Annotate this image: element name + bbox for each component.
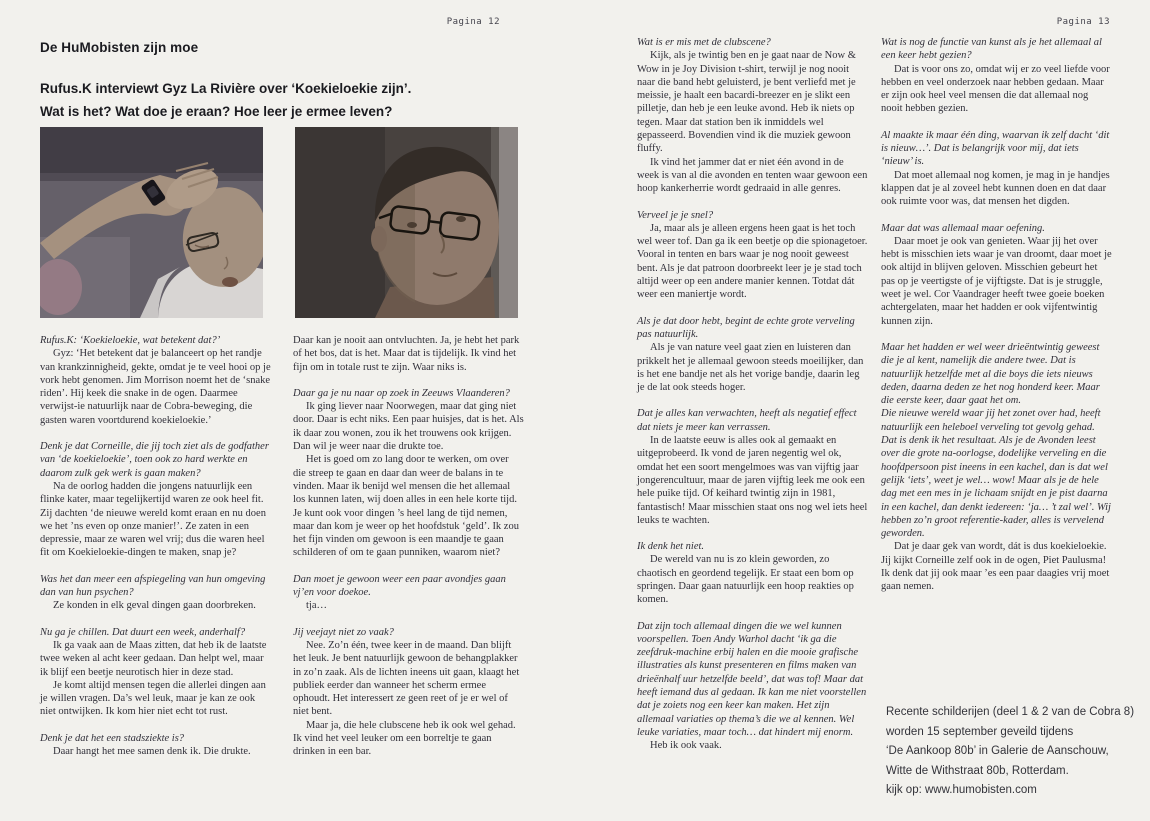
interview-question: Denk je dat het een stadsziekte is? bbox=[40, 732, 185, 744]
interview-question: Dan moet je gewoon weer een paar avondjes gaan vj’en voor doekoe. bbox=[293, 573, 506, 599]
interview-question: Als je dat door hebt, begint de echte grote verveling pas natuurlijk. bbox=[637, 315, 855, 340]
exhibition-announcement bbox=[886, 703, 1146, 801]
interview-answer: Dat je daar gek van wordt, dát is dus koekieloekie. Jij kijkt Corneille zelf ook in de ogen, Piet Paulusma! Ik denk dat jij ook maar ’es een paar daagies vrij moet gaan nemen. bbox=[881, 541, 1110, 593]
interview-question: Die nieuwe wereld waar jij het zonet over had, heeft natuurlijk een heleboel verveling tot gevolg gehad. Dat is denk ik het resultaat. Als je de Avonden leest over die grote na-oorlogse, dodelijke verveling en die hoofdpersoon pist ineens in een kachel, dan is dat wel gelijk ‘iets’, weet je wel… wow! Maar als je de hele dag met een mes in je lichaam snijdt en je pist daarna in een kachel, dan denkt iedereen: ‘ja… ’t zal wel’. Wij hebben zo’n groot referentie-kader, alles is vervelend geworden. bbox=[881, 408, 1111, 540]
interview-answer: Ja, maar als je alleen ergens heen gaat is het toch wel weer tof. Dan ga ik een beetje op die spionagetoer. Vooral in tenten en bars waar je nog nooit geweest bent. Als je dat patroon doorbreekt leer je je stad toch altijd weer op een andere manier kennen. Totdat dát weer een maniertje wordt. bbox=[637, 222, 868, 301]
interview-question: Maar dat was allemaal maar oefening. bbox=[881, 222, 1045, 234]
announcement-line: Recente schilderijen (deel 1 & 2 van de Cobra 8) bbox=[886, 706, 1135, 718]
interview-answer: In de laatste eeuw is alles ook al gemaakt en uitgeprobeerd. Ik vond de jaren negentig wel ok, omdat het een soort mengelmoes was van vijftig jaar jongerencultuur, maar de jaren vijftig leek me ook een hele puike tijd. Of keihard twintig zijn in 1981, fantastisch! Maar misschien staat ons nog wel iets heel leuks te wachten. bbox=[637, 435, 868, 526]
photo-man-portrait-glasses bbox=[295, 127, 518, 318]
text-column-2 bbox=[293, 334, 524, 759]
interview-question: Wat is nog de functie van kunst als je het allemaal al een keer hebt gezien? bbox=[881, 37, 1102, 62]
interview-question: Verveel je je snel? bbox=[637, 209, 714, 221]
interview-answer: Het is goed om zo lang door te werken, om over die streep te gaan en daar dan weer de balans in te vinden. Maar ik benijd wel mensen die het allemaal los kunnen laten, wij doen alles in een hele korte tijd. Je kunt ook voor dingen ’s heel lang de tijd nemen, maar dan kom je weer op het hoofdstuk ‘geld’. Ik zou het fijn vinden om gewoon is een maandje te gaan schilderen of om te gaan punniken, waarom niet? bbox=[293, 454, 519, 559]
text-column-3 bbox=[637, 36, 868, 753]
interview-question: Wat is er mis met de clubscene? bbox=[637, 37, 771, 48]
interview-question: Nu ga je chillen. Dat duurt een week, anderhalf? bbox=[40, 626, 246, 638]
interview-answer: Kijk, als je twintig ben en je gaat naar de Now & Wow in je Joy Division t-shirt, terwijl je nog nooit naar die band hebt geluisterd, je bent verliefd met je meissie, je haalt een bacardi-breezer en je slikt een pilletje, dan heb je een leuke avond. Heb ik niets op tegen. Maar dat station ben ik inmiddels wel gepasseerd. Bovendien vind ik die muziek gewoon fluffy. bbox=[637, 50, 856, 155]
interview-answer: Gyz: ‘Het betekent dat je balanceert op het randje van krankzinnigheid, gekte, omdat je te veel hooi op je vork hebt genomen. Jim Morrison noemt het de ‘snake riden’. Hij keek die snake in de ogen. Daarmee verwijst-ie natuurlijk naar de Cobra-beweging, die gasten waren voortdurend koekieloekie.’ bbox=[40, 348, 271, 426]
text-column-1 bbox=[40, 334, 271, 758]
subtitle-line-1: Rufus.K interviewt Gyz La Rivière over ‘Koekieloekie zijn’. bbox=[40, 81, 412, 96]
interview-answer: Je komt altijd mensen tegen die allerlei dingen aan je willen vragen. Da’s wel leuk, maar je kan ze ook niet ontwijken. Ik kom hier niet echt tot rust. bbox=[40, 679, 266, 718]
interview-answer: Ze konden in elk geval dingen gaan doorbreken. bbox=[53, 600, 256, 612]
interview-question: Maar het hadden er wel weer drieëntwintig geweest die je al kent, namelijk die andere twee. Dat is natuurlijk hetzelfde met al die boys die iets nieuws deden, daarna deden ze het nog honderd keer. Maar die eerste keer, daar gaat het om. bbox=[881, 341, 1100, 407]
interview-question: Ik denk het niet. bbox=[637, 541, 705, 553]
interview-question: Jij veejayt niet zo vaak? bbox=[293, 626, 394, 638]
interview-answer: tja… bbox=[306, 600, 327, 612]
interview-question: Dat je alles kan verwachten, heeft als negatief effect dat niets je meer kan verrassen. bbox=[637, 408, 857, 433]
interview-answer: Daar kan je nooit aan ontvluchten. Ja, je hebt het park of het bos, dat is het. Maar dat is tijdelijk. Ik vind het fijn om in totale rust te zijn. Waar niks is. bbox=[293, 335, 520, 373]
interview-answer: Maar ja, die hele clubscene heb ik ook wel gehad. Ik vind het veel leuker om een borreltje te gaan drinken in een bar. bbox=[293, 719, 516, 758]
article-subtitle bbox=[40, 77, 411, 123]
interview-answer: De wereld van nu is zo klein geworden, zo chaotisch en geordend tegelijk. Er staat een bom op springen. Daar gaan natuurlijk een hoop reakties op komen. bbox=[637, 554, 854, 606]
subtitle-line-2: Wat is het? Wat doe je eraan? Hoe leer je ermee leven? bbox=[40, 104, 393, 119]
interview-question: Rufus.K: ‘Koekieloekie, wat betekent dat?’ bbox=[40, 335, 221, 346]
photo-man-arm-over-head bbox=[40, 127, 263, 318]
article-title: De HuMobisten zijn moe bbox=[40, 40, 199, 55]
interview-answer: Na de oorlog hadden die jongens natuurlijk een flinke kater, maar tegelijkertijd waren ze ook heel fit. Zij dachten ‘de nieuwe wereld komt eraan en nu doen we het ’ns even op onze manier!’. Ze zaten in een depressie, maar ze waren wel vrij; dus die waren heel fit om Koekieloekie-dingen te maken, snap je? bbox=[40, 480, 266, 559]
interview-question: Daar ga je nu naar op zoek in Zeeuws Vlaanderen? bbox=[293, 387, 510, 399]
interview-answer: Ik vind het jammer dat er niet één avond in de week is van al die avonden en tenten waar gewoon een hoop kankerherrie wordt gedraaid in alle genres. bbox=[637, 156, 868, 195]
interview-question: Dat zijn toch allemaal dingen die we wel kunnen voorspellen. Toen Andy Warhol dacht ‘ik ga die zeefdruk-machine erbij halen en die mooie grafische illustraties als kunst presenteren en films maken van drieënhalf uur hetzelfde beeld’, dat was tof! Maar dat heeft iemand dus al gedaan. Ik kan me niet voorstellen dat je zoiets nog een keer kan maken. Het zijn allemaal variaties op thema’s die we al kennen. Wel leuke variaties, maar toch… dat hindert mij enorm. bbox=[637, 620, 867, 738]
interview-question: Denk je dat Corneille, die jij toch ziet als de godfather van ‘de koekieloekie’, toen ook zo hard werkte en daarom zulk gek werk is gaan maken? bbox=[40, 441, 269, 479]
announcement-line: worden 15 september geveild tijdens bbox=[886, 725, 1074, 738]
announcement-line: Witte de Withstraat 80b, Rotterdam. bbox=[886, 764, 1069, 777]
interview-answer: Dat moet allemaal nog komen, je mag in je handjes klappen dat je al zoveel hebt kunnen doen en dat daar ook ruimte voor was, dat mensen het digden. bbox=[881, 169, 1110, 208]
interview-answer: Nee. Zo’n één, twee keer in de maand. Dan blijft het leuk. Je bent natuurlijk gewoon de behangplakker in zo’n zaak. Als de lichten ineens uit gaan, klaagt het publiek eerder dan wanneer het scherm ermee ophoudt. Het interessert ze geen reet of je er wel of niet bent. bbox=[293, 639, 520, 718]
interview-answer: Heb ik ook vaak. bbox=[650, 740, 722, 752]
interview-answer: Ik ging liever naar Noorwegen, maar dat ging niet door. Daar is echt niks. Een paar huisjes, dat is het. Als ik daar zou wonen, zou ik het trouwens ook krijgen. Dan wil je weer naar die drukte toe. bbox=[293, 401, 524, 453]
announcement-line: kijk op: www.humobisten.com bbox=[886, 784, 1037, 796]
interview-answer: Als je van nature veel gaat zien en luisteren dan prikkelt het je allemaal gewoon steeds moeilijker, dan is het ene bandje net als het vorige bandje, daarin leg je de lat ook steeds hoger. bbox=[637, 342, 864, 394]
interview-question: Was het dan meer een afspiegeling van hun omgeving dan van hun psychen? bbox=[40, 573, 266, 599]
interview-answer: Daar hangt het mee samen denk ik. Die drukte. bbox=[53, 746, 251, 758]
text-column-4 bbox=[881, 36, 1112, 594]
interview-answer: Ik ga vaak aan de Maas zitten, dat heb ik de laatste twee weken al acht keer gedaan. Dan helpt wel, maar ik blijf een beetje neurotisch hier in deze stad. bbox=[40, 639, 267, 678]
page-number-left: Pagina 12 bbox=[446, 17, 500, 27]
page-number-right: Pagina 13 bbox=[1056, 17, 1110, 27]
interview-answer: Dat is voor ons zo, omdat wij er zo veel liefde voor hebben en veel onderzoek naar hebben gedaan. Maar er zijn ook heel veel mensen die dat allemaal nog nooit hebben gezien. bbox=[881, 63, 1110, 115]
announcement-line: ‘De Aankoop 80b’ in Galerie de Aanschouw, bbox=[886, 745, 1109, 757]
interview-question: Al maakte ik maar één ding, waarvan ik zelf dacht ‘dit is nieuw…’. Dat is belangrijk voor mij, dat iets ‘nieuw’ is. bbox=[881, 129, 1110, 168]
interview-answer: Daar moet je ook van genieten. Waar jij het over hebt is misschien iets waar je van droomt, daar moet je ook altijd in blijven geloven. Misschien gebeurt het pas op je veertigste of je vijftigste. Dat is je struggle, weet je wel. Cor Vaandrager heeft twee goeie boeken achtergelaten, maar het hadden er ook vijfentwintig kunnen zijn. bbox=[881, 235, 1112, 327]
